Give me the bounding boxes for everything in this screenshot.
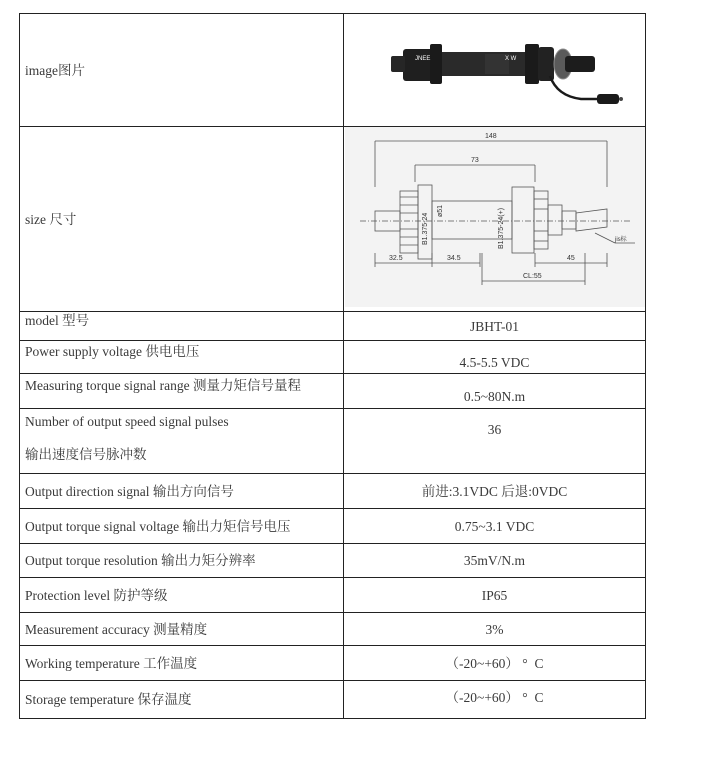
pulses-value: 36 bbox=[344, 409, 646, 474]
note-label: jis标 bbox=[614, 237, 627, 243]
resolution-value: 35mV/N.m bbox=[344, 544, 646, 578]
label-cell bbox=[20, 14, 344, 127]
model-label: model 型号 bbox=[25, 313, 90, 328]
resolution-label: Output torque resolution 输出力矩分辨率 bbox=[25, 553, 256, 568]
label-cell bbox=[20, 681, 344, 719]
protection-label: Protection level 防护等级 bbox=[25, 587, 168, 603]
row-protection bbox=[20, 578, 646, 613]
dim-left1: 32.5 bbox=[388, 255, 403, 262]
label-cell bbox=[20, 509, 344, 544]
torque-range-label: Measuring torque signal range 测量力矩信号量程 bbox=[25, 378, 301, 393]
label-cell bbox=[20, 312, 344, 341]
model-value: JBHT-01 bbox=[344, 312, 646, 341]
label-cell bbox=[20, 544, 344, 578]
row-resolution bbox=[20, 544, 646, 578]
row-torque-range bbox=[20, 374, 646, 409]
power-value: 4.5-5.5 VDC bbox=[344, 341, 646, 374]
row-pulses bbox=[20, 409, 646, 474]
row-power bbox=[20, 341, 646, 374]
row-model bbox=[20, 312, 646, 341]
thread-right: B1.375-24(+) bbox=[497, 207, 505, 249]
label-cell bbox=[20, 127, 344, 312]
dia-label: ø51 bbox=[436, 204, 444, 217]
dim-overall: 148 bbox=[484, 133, 497, 140]
row-accuracy bbox=[20, 613, 646, 646]
label-cell bbox=[20, 409, 344, 474]
label-cell bbox=[20, 578, 344, 613]
pulses-label-en: Number of output speed signal pulses bbox=[25, 414, 229, 429]
label-cell bbox=[20, 613, 344, 646]
accuracy-value: 3% bbox=[344, 613, 646, 646]
pulses-label-cn: 输出速度信号脉冲数 bbox=[25, 447, 147, 462]
product-photo bbox=[345, 14, 645, 122]
direction-value: 前进:3.1VDC 后退:0VDC bbox=[344, 474, 646, 509]
svg-text:X W: X W bbox=[504, 56, 516, 62]
dimension-drawing bbox=[345, 127, 645, 307]
dim-left2: 34.5 bbox=[446, 255, 461, 262]
dim-right: 45 bbox=[566, 255, 575, 262]
storage-temp-value: （-20~+60） ° C bbox=[344, 681, 646, 719]
product-photo-cell bbox=[344, 14, 646, 127]
working-temp-label: Working temperature 工作温度 bbox=[25, 655, 198, 671]
power-label: Power supply voltage 供电电压 bbox=[25, 344, 200, 359]
row-size bbox=[20, 127, 646, 312]
torque-voltage-label: Output torque signal voltage 输出力矩信号电压 bbox=[25, 518, 291, 534]
image-label: image图片 bbox=[25, 62, 85, 78]
spec-table bbox=[19, 13, 646, 719]
label-cell bbox=[20, 646, 344, 681]
torque-range-value: 0.5~80N.m bbox=[344, 374, 646, 409]
row-image bbox=[20, 14, 646, 127]
row-working-temp bbox=[20, 646, 646, 681]
thread-left: B1.375-24 bbox=[421, 212, 429, 245]
direction-label: Output direction signal 输出方向信号 bbox=[25, 483, 234, 499]
torque-voltage-value: 0.75~3.1 VDC bbox=[344, 509, 646, 544]
dimension-drawing-cell bbox=[344, 127, 646, 312]
row-direction bbox=[20, 474, 646, 509]
label-cell bbox=[20, 341, 344, 374]
row-storage-temp bbox=[20, 681, 646, 719]
storage-temp-label: Storage temperature 保存温度 bbox=[25, 692, 192, 707]
working-temp-value: （-20~+60） ° C bbox=[344, 646, 646, 681]
svg-text:JNEE: JNEE bbox=[414, 56, 430, 62]
row-torque-voltage bbox=[20, 509, 646, 544]
size-label: size 尺寸 bbox=[25, 211, 77, 227]
accuracy-label: Measurement accuracy 测量精度 bbox=[25, 621, 208, 637]
protection-value: IP65 bbox=[344, 578, 646, 613]
label-cell bbox=[20, 474, 344, 509]
dim-cl: CL:55 bbox=[522, 273, 542, 280]
label-cell bbox=[20, 374, 344, 409]
dim-middle: 73 bbox=[470, 157, 479, 164]
